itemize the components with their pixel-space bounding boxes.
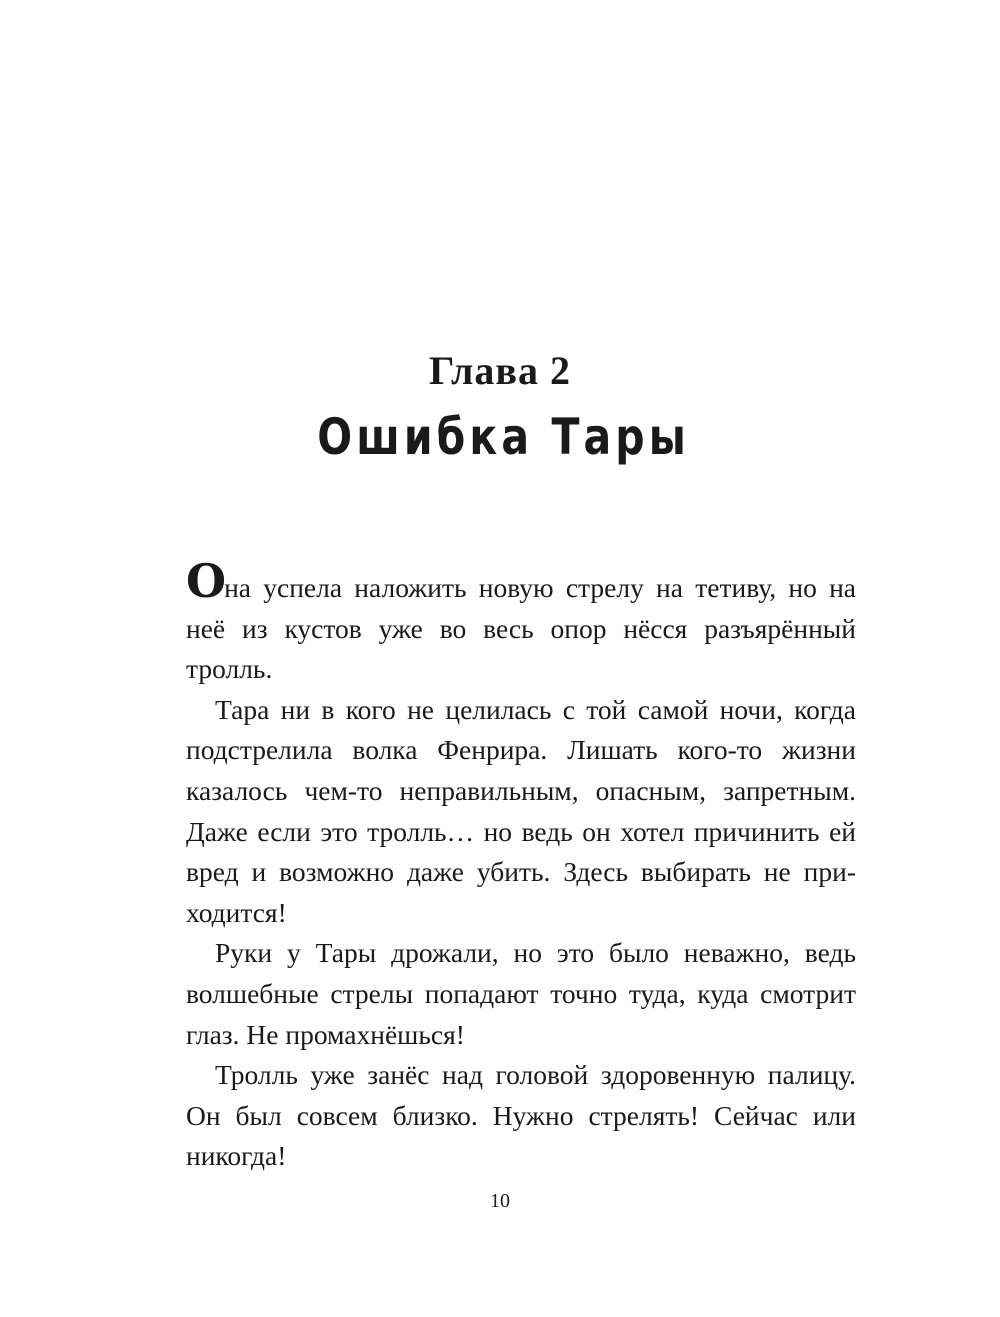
paragraph-3: Руки у Тары дрожали, но это было неважно, ведь волшебные стрелы попадают точно туда, куда смотрит глаз. Не промахнёшься! [186,937,856,1050]
drop-cap: О [186,554,225,608]
paragraph-4: Тролль уже занёс над головой здоровенную палицу. Он был совсем близко. Нужно стрелять! Сейчас или никогда! [186,1059,856,1172]
paragraph-1-text: на успела наложить новую стрелу на тетиву, но на неё из кустов уже во весь опор нёсся разъярённый тролль. [186,572,856,685]
paragraph-1 [186,554,856,690]
chapter-body [186,554,856,1177]
chapter-number: Глава 2 [429,348,571,393]
chapter-title: Ошибка Тары [317,408,690,466]
paragraph-2: Тара ни в кого не целилась с той самой ночи, когда подстрелила волка Фенрира. Лишать кого-то жизни казалось чем-то неправильным, опасным, запретным. Даже если это тролль… но ведь он хотел причинить ей вред и возможно даже убить. Здесь выбирать не приходится! [186,693,856,928]
page-number: 10 [490,1190,510,1212]
